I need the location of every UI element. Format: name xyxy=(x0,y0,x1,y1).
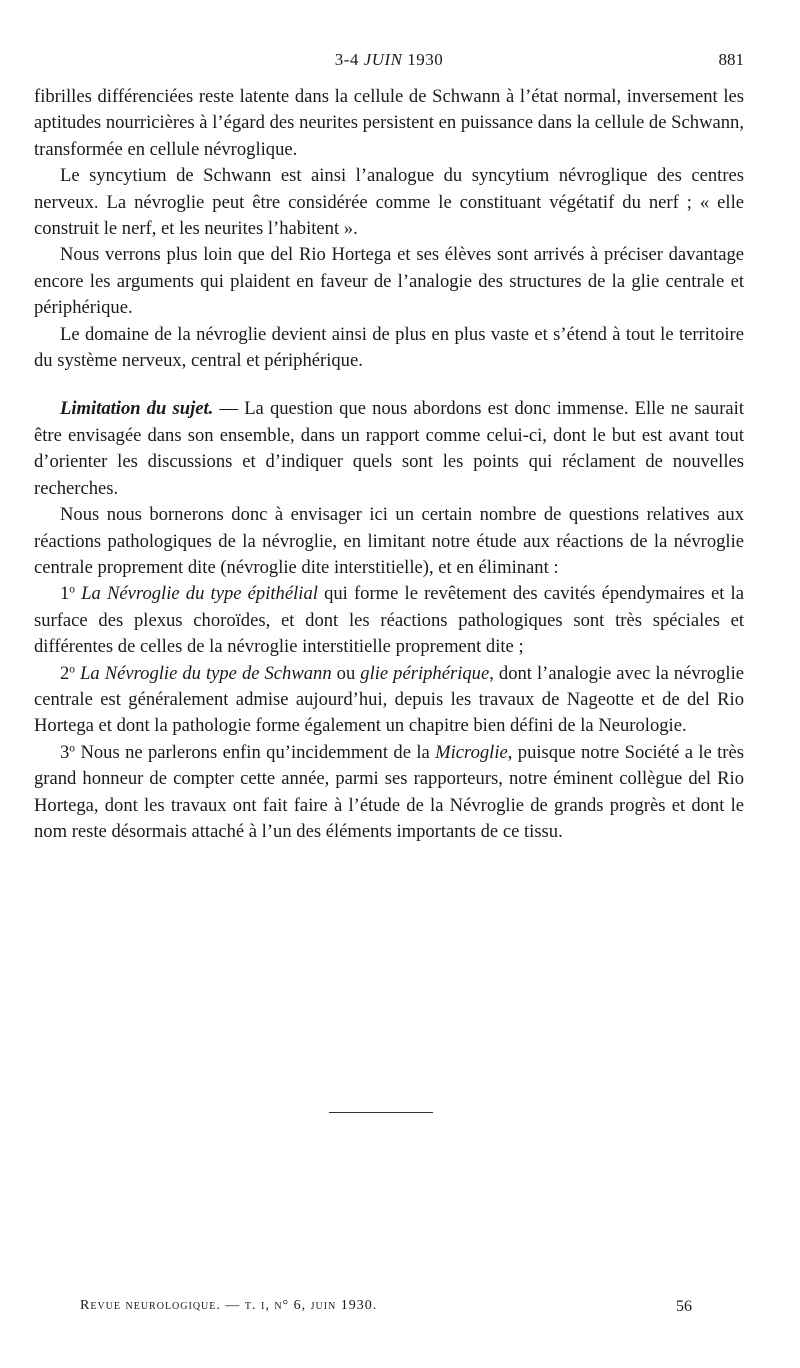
list-item-3: 3$^o$ Nous ne parlerons enfin qu’incidemment de la Microglie, puisque notre Société a le très grand honneur de compter cette année, parmi ses rapporteurs, notre éminent collègue del Rio Hortega, dont les travaux ont fait faire à l’étude de la Névroglie de grands progrès et dont le nom reste désormais attaché à l’un des éléments importants de ce tissu. xyxy=(34,741,744,842)
body-text xyxy=(34,84,744,845)
list-item-2: 2$^o$ La Névroglie du type de Schwann ou glie périphérique, dont l’analogie avec la névroglie centrale est généralement admise aujourd’hui, depuis les travaux de Nageotte et de del Rio Hortega et dont la pathologie forme également un chapitre bien défini de la Neurologie. xyxy=(34,662,745,737)
paragraph-6: Nous nous bornerons donc à envisager ici un certain nombre de questions relatives aux réactions pathologiques de la névroglie, en limitant notre étude aux réactions de la névroglie centrale proprement dite (névroglie dite interstitielle), et en éliminant : xyxy=(34,504,744,578)
header-date: 3-4 JUIN 1930 xyxy=(334,50,444,69)
paragraph-limitation: Limitation du sujet. — La question que nous abordons est donc immense. Elle ne saurait être envisagée dans son ensemble, dans un rapport comme celui-ci, dont le but est avant tout d’orienter les discussions et d’indiquer quels sont les points qui réclament de nouvelles recherches. xyxy=(34,398,744,499)
section-divider xyxy=(329,1112,433,1113)
running-header xyxy=(34,50,744,74)
journal-citation: Revue neurologique. — t. i, n° 6, juin 1930. xyxy=(80,1298,378,1313)
paragraph-1: fibrilles différenciées reste latente dans la cellule de Schwann à l’état normal, inversement les aptitudes nourricières à l’égard des neurites persistent en puissance dans la cellule de Schwann, transformée en cellule névroglique. xyxy=(34,86,744,160)
paragraph-3: Nous verrons plus loin que del Rio Hortega et ses élèves sont arrivés à préciser davantage encore les arguments qui plaident en faveur de l’analogie des structures de la glie centrale et périphérique. xyxy=(34,244,744,319)
signature-mark: 56 xyxy=(676,1298,692,1315)
paragraph-4: Le domaine de la névroglie devient ainsi de plus en plus vaste et s’étend à tout le territoire du système nerveux, central et périphérique. xyxy=(34,323,744,372)
running-footer xyxy=(80,1298,692,1322)
section-heading: Limitation du sujet. xyxy=(60,398,214,420)
list-item-1: 1$^o$ La Névroglie du type épithélial qui forme le revêtement des cavités épendymaires et la surface des plexus choroïdes, et dont les réactions pathologiques sont très spéciales et différentes de celles de la névroglie interstitielle proprement dite ; xyxy=(34,583,744,658)
page-number: 881 xyxy=(718,50,744,69)
paragraph-2: Le syncytium de Schwann est ainsi l’analogue du syncytium névroglique des centres nerveux. La névroglie peut être considérée comme le constituant végétatif du nerf ; « elle construit le nerf, et les neurites l’habitent ». xyxy=(34,165,744,240)
